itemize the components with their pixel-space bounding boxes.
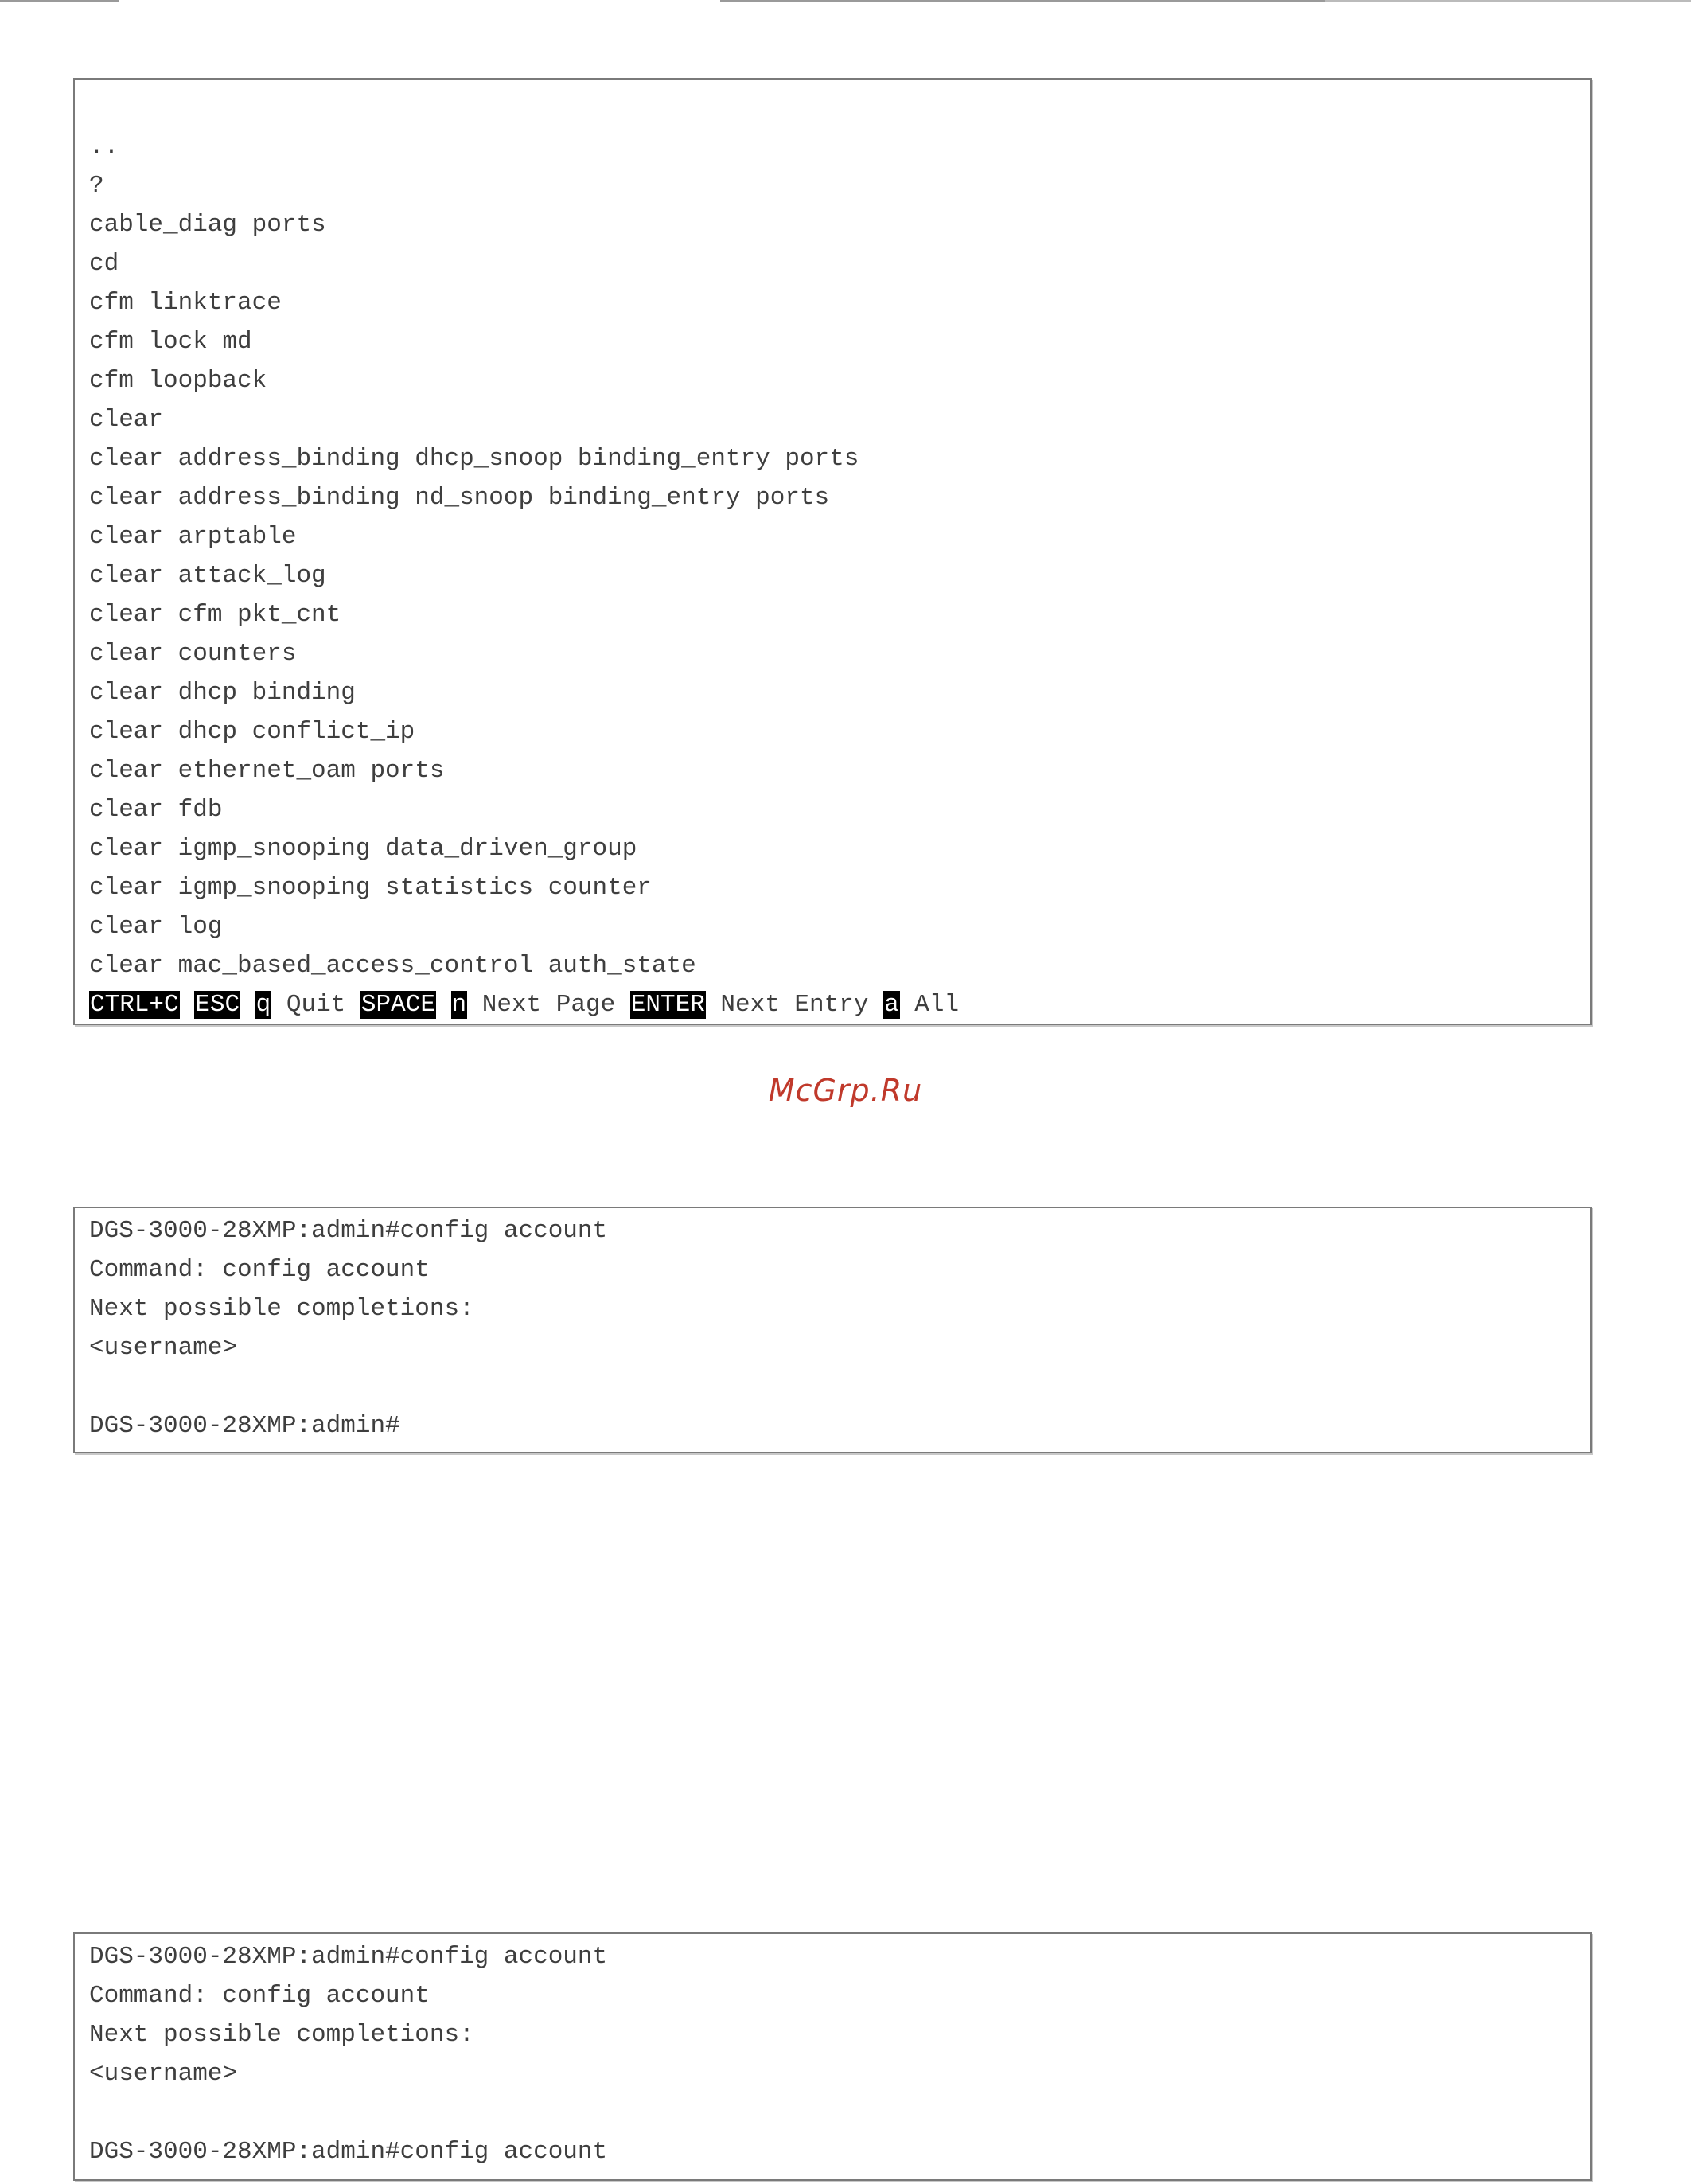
next-page-label: Next Page (481, 991, 616, 1019)
top-rule-left (0, 0, 119, 2)
console-output (89, 1937, 1576, 2171)
console-line: clear mac_based_access_control auth_state (89, 952, 696, 980)
pager-hint-bar (89, 985, 1576, 1024)
console-line: clear dhcp conflict_ip (89, 718, 415, 746)
console-line: clear cfm pkt_cnt (89, 601, 341, 629)
console-line: clear igmp_snooping data_driven_group (89, 835, 637, 863)
console-line: Next possible completions: (89, 1295, 474, 1323)
console-line: DGS-3000-28XMP:admin# (89, 1412, 400, 1440)
console-line: ? (89, 172, 104, 200)
console-line: clear counters (89, 640, 297, 668)
console-line (89, 1367, 1576, 1406)
console-line: Next possible completions: (89, 2021, 474, 2049)
console-output (89, 1211, 1576, 1445)
console-line: <username> (89, 1334, 238, 1362)
console-line: clear address_binding nd_snoop binding_entry ports (89, 484, 830, 512)
key-space: SPACE (360, 991, 435, 1019)
key-enter: ENTER (630, 991, 705, 1019)
key-n: n (451, 991, 467, 1019)
all-label: All (914, 991, 960, 1019)
top-rule-center (720, 0, 1325, 2)
console-line: clear address_binding dhcp_snoop binding_entry ports (89, 445, 859, 473)
key-a: a (884, 991, 899, 1019)
console-line: cd (89, 250, 119, 278)
console-line: clear arptable (89, 523, 297, 551)
console-line: cfm loopback (89, 367, 267, 395)
console-line: clear attack_log (89, 562, 326, 590)
key-esc: ESC (195, 991, 240, 1019)
console-line: <username> (89, 2060, 238, 2088)
console-line: cfm linktrace (89, 289, 282, 317)
console-line: clear dhcp binding (89, 679, 356, 707)
console-line: Command: config account (89, 1982, 430, 2010)
console-line: clear log (89, 913, 223, 941)
console-line: clear (89, 406, 164, 434)
key-q: q (255, 991, 271, 1019)
console-line: clear fdb (89, 796, 223, 824)
command-list (89, 127, 1576, 1024)
console-line: cable_diag ports (89, 211, 326, 239)
console-line: Command: config account (89, 1256, 430, 1284)
console-line: clear ethernet_oam ports (89, 757, 445, 785)
watermark-text: McGrp.Ru (768, 1073, 923, 1108)
next-entry-label: Next Entry (720, 991, 869, 1019)
quit-label: Quit (286, 991, 346, 1019)
command-list-console (73, 78, 1592, 1025)
console-line: .. (89, 133, 119, 161)
key-ctrl-c: CTRL+C (90, 991, 179, 1019)
console-line: clear igmp_snooping statistics counter (89, 874, 652, 902)
console-line: DGS-3000-28XMP:admin#config account (89, 1217, 608, 1245)
config-account-console-repeat (73, 1932, 1592, 2181)
console-line: cfm lock md (89, 328, 252, 356)
console-line (89, 2093, 1576, 2132)
top-rule-right (1325, 0, 1691, 2)
console-line: DGS-3000-28XMP:admin#config account (89, 1943, 608, 1971)
config-account-console (73, 1207, 1592, 1453)
console-line: DGS-3000-28XMP:admin#config account (89, 2138, 608, 2166)
